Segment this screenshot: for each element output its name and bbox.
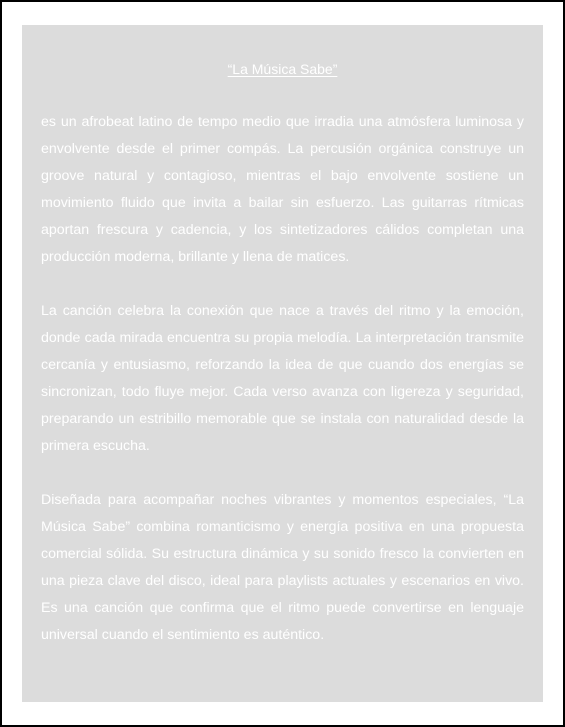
song-title-link[interactable]: “La Música Sabe” (227, 61, 338, 77)
text-panel (22, 25, 543, 702)
paragraph-intro: es un afrobeat latino de tempo medio que irradia una atmósfera luminosa y envolvente desde el primer compás. La percusión orgánica construye un groove natural y contagioso, mientras el bajo envolvente sostiene un movimiento fluido que invita a bailar sin esfuerzo. Las guitarras rítmicas aportan frescura y cadencia, y los sintetizadores cálidos completan una producción moderna, brillante y llena de matices. (41, 114, 524, 265)
description-body (41, 109, 524, 676)
paragraph-theme: La canción celebra la conexión que nace a través del ritmo y la emoción, donde cada mirada encuentra su propia melodía. La interpretación transmite cercanía y entusiasmo, reforzando la idea de que cuando dos energías se sincronizan, todo fluye mejor. Cada verso avanza con ligereza y seguridad, preparando un estribillo memorable que se instala con naturalidad desde la primera escucha. (41, 303, 524, 454)
paragraph-closing: Diseñada para acompañar noches vibrantes y momentos especiales, “La Música Sabe” combina romanticismo y energía positiva en una propuesta comercial sólida. Su estructura dinámica y su sonido fresco la convierten en una pieza clave del disco, ideal para playlists actuales y escenarios en vivo. Es una canción que confirma que el ritmo puede convertirse en lenguaje universal cuando el sentimiento es auténtico. (41, 492, 524, 643)
